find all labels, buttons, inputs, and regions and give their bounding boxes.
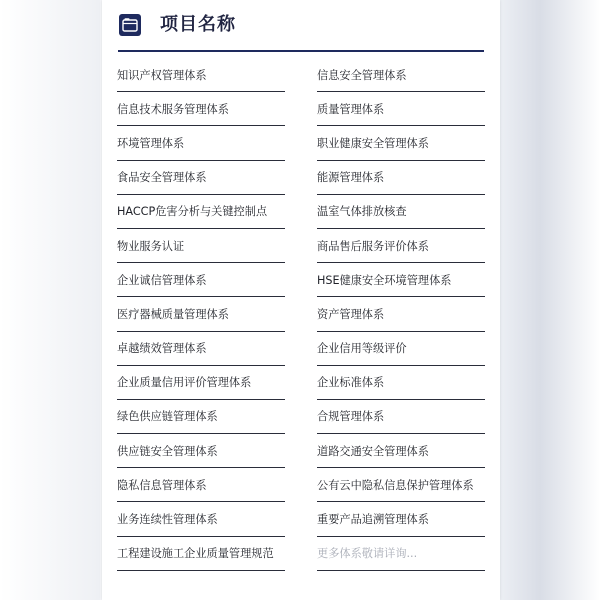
more-systems-note: 更多体系敬请详询... — [317, 537, 485, 571]
list-item: HACCP危害分析与关键控制点 — [117, 195, 285, 229]
list-item: 信息安全管理体系 — [317, 58, 485, 92]
list-item: 商品售后服务评价体系 — [317, 229, 485, 263]
list-item: 业务连续性管理体系 — [117, 502, 285, 536]
list-item: 医疗器械质量管理体系 — [117, 297, 285, 331]
folder-icon — [119, 14, 141, 36]
system-list — [117, 58, 485, 571]
list-item: 重要产品追溯管理体系 — [317, 502, 485, 536]
list-item: 温室气体排放核查 — [317, 195, 485, 229]
list-item: 食品安全管理体系 — [117, 161, 285, 195]
list-item: 卓越绩效管理体系 — [117, 332, 285, 366]
section-header — [102, 0, 500, 50]
document-sheet — [102, 0, 500, 600]
list-item: 道路交通安全管理体系 — [317, 434, 485, 468]
list-item: 能源管理体系 — [317, 161, 485, 195]
list-item: 职业健康安全管理体系 — [317, 126, 485, 160]
list-item: 供应链安全管理体系 — [117, 434, 285, 468]
right-backdrop — [500, 0, 600, 600]
left-backdrop — [0, 0, 100, 600]
list-item: 工程建设施工企业质量管理规范 — [117, 537, 285, 571]
list-item: 企业质量信用评价管理体系 — [117, 366, 285, 400]
list-item: 环境管理体系 — [117, 126, 285, 160]
list-item: 企业诚信管理体系 — [117, 263, 285, 297]
list-item: 企业信用等级评价 — [317, 332, 485, 366]
list-item: 信息技术服务管理体系 — [117, 92, 285, 126]
list-item: 公有云中隐私信息保护管理体系 — [317, 468, 485, 502]
list-item: 质量管理体系 — [317, 92, 485, 126]
list-item: 合规管理体系 — [317, 400, 485, 434]
list-item: 资产管理体系 — [317, 297, 485, 331]
list-item: 绿色供应链管理体系 — [117, 400, 285, 434]
list-item: 知识产权管理体系 — [117, 58, 285, 92]
header-divider — [118, 50, 484, 52]
list-item: HSE健康安全环境管理体系 — [317, 263, 485, 297]
list-item: 物业服务认证 — [117, 229, 285, 263]
page-title: 项目名称 — [160, 14, 236, 35]
list-item: 企业标准体系 — [317, 366, 485, 400]
list-item: 隐私信息管理体系 — [117, 468, 285, 502]
